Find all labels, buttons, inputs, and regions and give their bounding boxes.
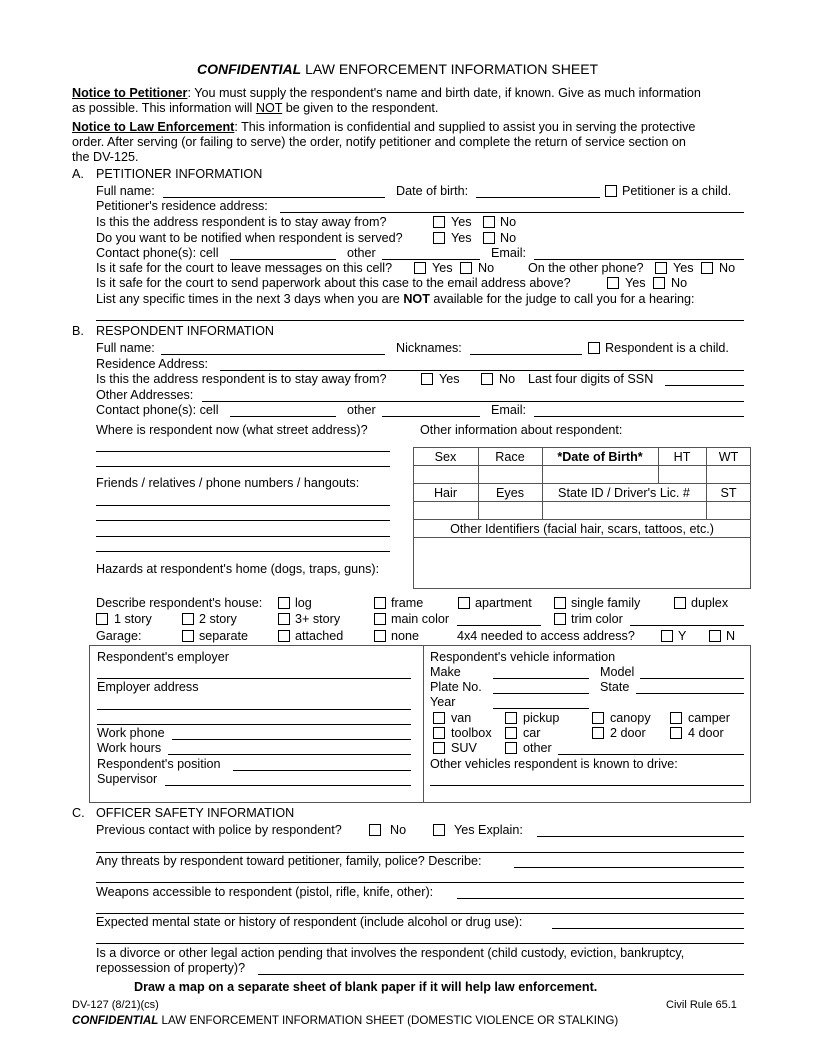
petitioner-notify-yes-checkbox[interactable] <box>433 232 445 244</box>
petitioner-safe-msg-yes-label: Yes <box>432 261 453 275</box>
employer-vehicle-divider <box>423 645 424 803</box>
petitioner-stay-away-yes-label: Yes <box>451 215 472 229</box>
vehicle-year-label: Year <box>430 695 456 709</box>
respondent-email-label: Email: <box>491 403 526 417</box>
petitioner-dob-field[interactable] <box>476 197 600 198</box>
footer-title <box>72 1015 618 1027</box>
prev-contact-no-label: No <box>390 823 407 837</box>
table-divider <box>413 519 751 520</box>
vehicle-car-label: car <box>523 726 541 740</box>
other-vehicles-label: Other vehicles respondent is known to drive: <box>430 757 678 771</box>
house-apartment-checkbox[interactable] <box>458 597 470 609</box>
petitioner-other-phone-label: other <box>347 246 376 260</box>
respondent-other-phone-field[interactable] <box>382 416 480 417</box>
footer-rule: Civil Rule 65.1 <box>666 999 737 1011</box>
vehicle-plate-label: Plate No. <box>430 680 482 694</box>
weapons-field-1[interactable] <box>457 898 744 899</box>
petitioner-safe-msg-no-label: No <box>478 261 495 275</box>
prev-contact-no-checkbox[interactable] <box>369 824 381 836</box>
petitioner-other-phone-no-checkbox[interactable] <box>701 262 713 274</box>
table-header-race: Race <box>495 450 525 464</box>
vehicle-other-label: other <box>523 741 552 755</box>
petitioner-stay-away-question: Is this the address respondent is to stay away from? <box>96 215 387 229</box>
vehicle-other-field[interactable] <box>558 754 744 755</box>
petitioner-safe-msg-yes-checkbox[interactable] <box>414 262 426 274</box>
vehicle-model-field[interactable] <box>640 678 744 679</box>
state-cell[interactable] <box>707 502 750 518</box>
petitioner-times-field[interactable] <box>96 320 744 321</box>
petitioner-notify-no-checkbox[interactable] <box>483 232 495 244</box>
weapons-question: Weapons accessible to respondent (pistol, rifle, knife, other): <box>96 885 434 899</box>
vehicle-plate-field[interactable] <box>493 693 589 694</box>
petitioner-residence-label: Petitioner's residence address: <box>96 199 268 213</box>
vehicle-state-label: State <box>600 680 630 694</box>
employer-addr-field-2[interactable] <box>97 724 411 725</box>
weight-cell[interactable] <box>707 466 750 482</box>
divorce-field[interactable] <box>258 974 744 975</box>
divorce-question-line2: repossession of property)? <box>96 961 246 975</box>
prev-contact-explain-field-2[interactable] <box>96 852 744 853</box>
house-single-family-label: single family <box>571 596 641 610</box>
house-2-story-label: 2 story <box>199 612 237 626</box>
page-title <box>197 62 598 76</box>
vehicle-pickup-checkbox[interactable] <box>505 712 517 724</box>
supervisor-label: Supervisor <box>97 772 158 786</box>
petitioner-safe-email-yes-label: Yes <box>625 276 646 290</box>
title-confidential: CONFIDENTIAL <box>197 61 302 77</box>
prev-contact-question: Previous contact with police by respondent? <box>96 823 342 837</box>
supervisor-field[interactable] <box>165 785 411 786</box>
friends-field-2[interactable] <box>96 520 390 521</box>
notice-petitioner-line2 <box>72 102 438 115</box>
position-label: Respondent's position <box>97 757 221 771</box>
threats-field-2[interactable] <box>96 882 744 883</box>
prev-contact-explain-field-1[interactable] <box>537 836 744 837</box>
petitioner-safe-email-no-label: No <box>671 276 688 290</box>
house-frame-checkbox[interactable] <box>374 597 386 609</box>
respondent-full-name-label: Full name: <box>96 341 155 355</box>
vehicle-4-door-label: 4 door <box>688 726 724 740</box>
vehicle-van-label: van <box>451 711 472 725</box>
garage-attached-checkbox[interactable] <box>278 630 290 642</box>
footer-title-rest: LAW ENFORCEMENT INFORMATION SHEET (DOMESTIC VIOLENCE OR STALKING) <box>158 1014 619 1027</box>
petitioner-is-child-checkbox[interactable] <box>605 185 617 197</box>
house-log-label: log <box>295 596 312 610</box>
petitioner-residence-field[interactable] <box>280 212 744 213</box>
petitioner-email-label: Email: <box>491 246 526 260</box>
friends-field-3[interactable] <box>96 536 390 537</box>
house-3-story-checkbox[interactable] <box>278 613 290 625</box>
respondent-stay-away-yes-label: Yes <box>439 372 460 386</box>
vehicle-state-field[interactable] <box>636 693 744 694</box>
vehicle-make-label: Make <box>430 665 461 679</box>
section-a-heading: PETITIONER INFORMATION <box>96 167 263 181</box>
divorce-question-line1: Is a divorce or other legal action pending that involves the respondent (child custody, eviction, bankruptcy, <box>96 946 685 960</box>
footer-form-id: DV-127 (8/21)(cs) <box>72 999 159 1011</box>
house-duplex-label: duplex <box>691 596 729 610</box>
respondent-ssn-field[interactable] <box>665 385 744 386</box>
employer-field[interactable] <box>97 678 411 679</box>
respondent-stay-away-yes-checkbox[interactable] <box>421 373 433 385</box>
respondent-ssn-label: Last four digits of SSN <box>528 372 654 386</box>
vehicle-2-door-checkbox[interactable] <box>592 727 604 739</box>
table-header-other-ids: Other Identifiers (facial hair, scars, tattoos, etc.) <box>450 522 714 536</box>
garage-attached-label: attached <box>295 629 344 643</box>
employer-addr-label: Employer address <box>97 680 199 694</box>
petitioner-other-phone-question: On the other phone? <box>528 261 644 275</box>
petitioner-safe-msg-no-checkbox[interactable] <box>460 262 472 274</box>
vehicle-van-checkbox[interactable] <box>433 712 445 724</box>
notice-le-line1 <box>72 121 695 134</box>
house-1-story-label: 1 story <box>114 612 152 626</box>
house-1-story-checkbox[interactable] <box>96 613 108 625</box>
fourx4-yes-checkbox[interactable] <box>661 630 673 642</box>
respondent-residence-label: Residence Address: <box>96 357 209 371</box>
table-header-state: ST <box>720 486 737 500</box>
section-b-letter: B. <box>72 324 84 338</box>
petitioner-notify-no-label: No <box>500 231 517 245</box>
work-phone-label: Work phone <box>97 726 165 740</box>
notice-petitioner-line1 <box>72 87 701 100</box>
respondent-nicknames-field[interactable] <box>470 354 582 355</box>
petitioner-notify-question: Do you want to be notified when respondent is served? <box>96 231 403 245</box>
respondent-hazards-label: Hazards at respondent's home (dogs, traps, guns): <box>96 562 380 576</box>
vehicle-4-door-checkbox[interactable] <box>670 727 682 739</box>
respondent-friends-label: Friends / relatives / phone numbers / hangouts: <box>96 476 360 490</box>
petitioner-times-question <box>96 293 695 306</box>
other-vehicles-field[interactable] <box>430 785 744 786</box>
other-ids-cell[interactable] <box>414 538 750 588</box>
petitioner-email-field[interactable] <box>534 259 744 260</box>
respondent-stay-away-question: Is this the address respondent is to stay away from? <box>96 372 387 386</box>
petitioner-safe-email-no-checkbox[interactable] <box>653 277 665 289</box>
section-c-heading: OFFICER SAFETY INFORMATION <box>96 806 295 820</box>
friends-field-4[interactable] <box>96 551 390 552</box>
petitioner-other-phone-yes-label: Yes <box>673 261 694 275</box>
garage-none-checkbox[interactable] <box>374 630 386 642</box>
fourx4-yes-label: Y <box>678 629 687 643</box>
vehicle-pickup-label: pickup <box>523 711 560 725</box>
vehicle-other-checkbox[interactable] <box>505 742 517 754</box>
house-frame-label: frame <box>391 596 424 610</box>
eyes-cell[interactable] <box>479 502 541 518</box>
table-header-hair: Hair <box>433 486 458 500</box>
map-note: Draw a map on a separate sheet of blank paper if it will help law enforcement. <box>134 980 598 994</box>
vehicle-year-field[interactable] <box>493 708 589 709</box>
notice-petitioner-text1: : You must supply the respondent's name and birth date, if known. Give as much information <box>187 86 701 100</box>
friends-field-1[interactable] <box>96 505 390 506</box>
fourx4-no-checkbox[interactable] <box>709 630 721 642</box>
vehicle-canopy-label: canopy <box>610 711 651 725</box>
petitioner-stay-away-yes-checkbox[interactable] <box>433 216 445 228</box>
mental-state-field-2[interactable] <box>96 943 744 944</box>
petitioner-is-child-label: Petitioner is a child. <box>622 184 732 198</box>
petitioner-full-name-label: Full name: <box>96 184 155 198</box>
garage-separate-checkbox[interactable] <box>182 630 194 642</box>
footer-title-confidential: CONFIDENTIAL <box>72 1014 159 1027</box>
petitioner-safe-msg-question: Is it safe for the court to leave messages on this cell? <box>96 261 393 275</box>
times-text-a: List any specific times in the next 3 days when you are <box>96 292 404 306</box>
vehicle-camper-label: camper <box>688 711 730 725</box>
race-cell[interactable] <box>479 466 541 482</box>
house-trim-color-checkbox[interactable] <box>554 613 566 625</box>
petitioner-full-name-field[interactable] <box>163 197 385 198</box>
vehicle-2-door-label: 2 door <box>610 726 646 740</box>
threats-field-1[interactable] <box>514 867 744 868</box>
table-header-height: HT <box>673 450 691 464</box>
notice-le-label: Notice to Law Enforcement <box>72 120 235 134</box>
hair-cell[interactable] <box>414 502 477 518</box>
vehicle-car-checkbox[interactable] <box>505 727 517 739</box>
vehicle-toolbox-label: toolbox <box>451 726 492 740</box>
fourx4-question: 4x4 needed to access address? <box>457 629 635 643</box>
mental-state-question: Expected mental state or history of respondent (include alcohol or drug use): <box>96 915 523 929</box>
respondent-other-addr-label: Other Addresses: <box>96 388 194 402</box>
house-single-family-checkbox[interactable] <box>554 597 566 609</box>
prev-contact-yes-label: Yes Explain: <box>454 823 523 837</box>
respondent-is-child-label: Respondent is a child. <box>605 341 729 355</box>
vehicle-make-field[interactable] <box>493 678 589 679</box>
work-hours-label: Work hours <box>97 741 162 755</box>
house-2-story-checkbox[interactable] <box>182 613 194 625</box>
garage-label: Garage: <box>96 629 142 643</box>
license-cell[interactable] <box>543 502 705 518</box>
house-log-checkbox[interactable] <box>278 597 290 609</box>
notice-petitioner-label: Notice to Petitioner <box>72 86 188 100</box>
notice-petitioner-not: NOT <box>255 101 283 115</box>
house-trim-color-field[interactable] <box>630 625 744 626</box>
respondent-other-addr-field[interactable] <box>202 401 744 402</box>
vehicle-info-label: Respondent's vehicle information <box>430 650 616 664</box>
house-trim-color-label: trim color <box>571 612 623 626</box>
respondent-other-phone-label: other <box>347 403 376 417</box>
table-divider <box>413 483 751 484</box>
work-phone-field[interactable] <box>172 739 411 740</box>
prev-contact-yes-checkbox[interactable] <box>433 824 445 836</box>
sex-cell[interactable] <box>414 466 477 482</box>
petitioner-contact-label: Contact phone(s): cell <box>96 246 219 260</box>
respondent-where-now-field-2[interactable] <box>96 466 390 467</box>
vehicle-canopy-checkbox[interactable] <box>592 712 604 724</box>
respondent-stay-away-no-checkbox[interactable] <box>481 373 493 385</box>
notice-petitioner-text2b: be given to the respondent. <box>282 101 439 115</box>
petitioner-cell-field[interactable] <box>230 259 336 260</box>
table-header-license: State ID / Driver's Lic. # <box>558 486 690 500</box>
petitioner-notify-yes-label: Yes <box>451 231 472 245</box>
respondent-is-child-checkbox[interactable] <box>588 342 600 354</box>
respondent-full-name-field[interactable] <box>161 354 385 355</box>
respondent-cell-field[interactable] <box>230 416 336 417</box>
fourx4-no-label: N <box>726 629 736 643</box>
house-main-color-checkbox[interactable] <box>374 613 386 625</box>
petitioner-stay-away-no-label: No <box>500 215 517 229</box>
mental-state-field-1[interactable] <box>552 928 744 929</box>
petitioner-other-phone-field[interactable] <box>382 259 480 260</box>
house-main-color-label: main color <box>391 612 450 626</box>
title-rest: LAW ENFORCEMENT INFORMATION SHEET <box>301 61 599 77</box>
petitioner-safe-email-question: Is it safe for the court to send paperwork about this case to the email address above? <box>96 276 571 290</box>
petitioner-dob-label: Date of birth: <box>396 184 469 198</box>
vehicle-camper-checkbox[interactable] <box>670 712 682 724</box>
respondent-residence-field[interactable] <box>220 370 744 371</box>
times-text-b: available for the judge to call you for a hearing: <box>429 292 695 306</box>
vehicle-suv-checkbox[interactable] <box>433 742 445 754</box>
notice-le-text1: : This information is confidential and supplied to assist you in serving the protective <box>234 120 696 134</box>
vehicle-toolbox-checkbox[interactable] <box>433 727 445 739</box>
vehicle-model-label: Model <box>600 665 635 679</box>
garage-separate-label: separate <box>199 629 249 643</box>
house-main-color-field[interactable] <box>457 625 541 626</box>
height-cell[interactable] <box>659 466 705 482</box>
petitioner-other-phone-no-label: No <box>719 261 736 275</box>
petitioner-safe-email-yes-checkbox[interactable] <box>607 277 619 289</box>
house-apartment-label: apartment <box>475 596 532 610</box>
table-header-weight: WT <box>718 450 739 464</box>
times-not: NOT <box>403 292 430 306</box>
table-header-eyes: Eyes <box>496 486 524 500</box>
house-label: Describe respondent's house: <box>96 596 263 610</box>
employer-addr-field-1[interactable] <box>97 709 411 710</box>
house-duplex-checkbox[interactable] <box>674 597 686 609</box>
house-3-story-label: 3+ story <box>295 612 341 626</box>
respondent-contact-label: Contact phone(s): cell <box>96 403 219 417</box>
section-b-heading: RESPONDENT INFORMATION <box>96 324 274 338</box>
notice-le-line3: the DV-125. <box>72 150 139 164</box>
notice-le-line2: order. After serving (or failing to serve) the order, notify petitioner and complete the return of service section on <box>72 135 686 149</box>
weapons-field-2[interactable] <box>96 913 744 914</box>
petitioner-stay-away-no-checkbox[interactable] <box>483 216 495 228</box>
respondent-other-info-label: Other information about respondent: <box>420 423 623 437</box>
work-hours-field[interactable] <box>168 754 411 755</box>
table-header-dob: *Date of Birth* <box>557 450 643 464</box>
respondent-where-now-field-1[interactable] <box>96 451 390 452</box>
dob-cell[interactable] <box>543 466 657 482</box>
respondent-where-now-label: Where is respondent now (what street address)? <box>96 423 368 437</box>
respondent-email-field[interactable] <box>534 416 744 417</box>
section-a-letter: A. <box>72 167 84 181</box>
respondent-stay-away-no-label: No <box>499 372 516 386</box>
garage-none-label: none <box>391 629 420 643</box>
notice-petitioner-text2a: as possible. This information will <box>72 101 256 115</box>
respondent-nicknames-label: Nicknames: <box>396 341 462 355</box>
position-field[interactable] <box>233 770 411 771</box>
employer-label: Respondent's employer <box>97 650 229 664</box>
threats-question: Any threats by respondent toward petitioner, family, police? Describe: <box>96 854 482 868</box>
petitioner-other-phone-yes-checkbox[interactable] <box>655 262 667 274</box>
section-c-letter: C. <box>72 806 85 820</box>
vehicle-suv-label: SUV <box>451 741 477 755</box>
table-header-sex: Sex <box>434 450 457 464</box>
